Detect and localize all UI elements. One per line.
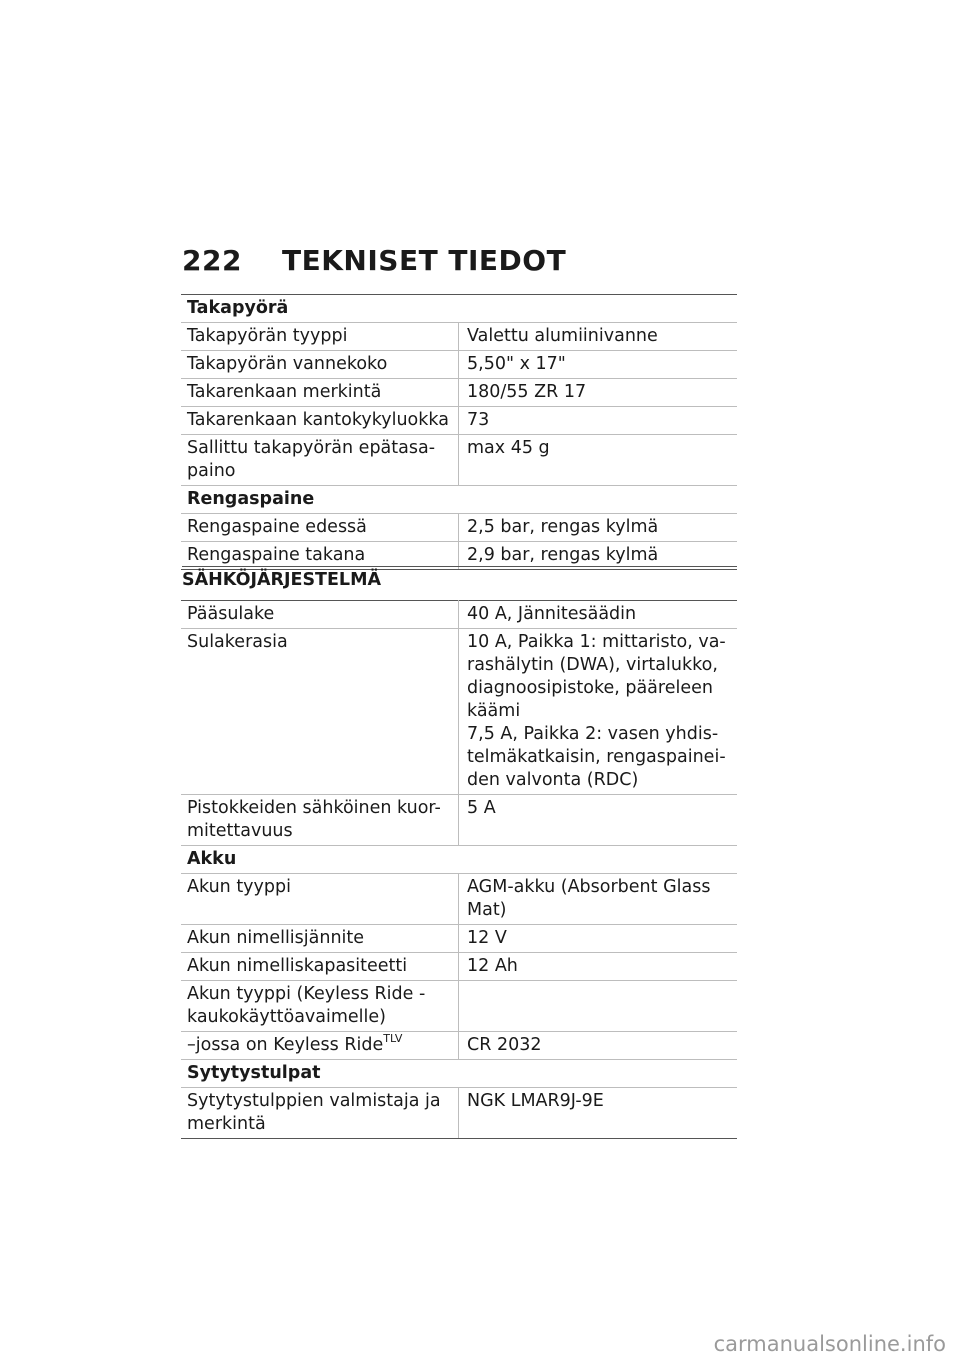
row-label: Takapyörän tyyppi [181, 323, 459, 351]
row-value: 40 A, Jännitesäädin [459, 601, 738, 629]
row-label: Takarenkaan merkintä [181, 379, 459, 407]
row-label: Sulakerasia [181, 629, 459, 795]
row-value: 12 V [459, 925, 738, 953]
section-title-electrical: SÄHKÖJÄRJESTELMÄ [182, 566, 737, 590]
fuse-slot-1: 10 A, Paikka 1: mittaristo, va-rashälytin (DWA), virtalukko, diagnoosipistoke, pääreleen käämi [467, 632, 726, 721]
section-battery: Akku [181, 846, 737, 874]
row-value [459, 981, 738, 1032]
row-value: AGM-akku (Absorbent Glass Mat) [459, 874, 738, 925]
row-label: Akun tyyppi [181, 874, 459, 925]
row-label: Akun tyyppi (Keyless Ride -kaukokäyttöavaimelle) [181, 981, 459, 1032]
electrical-table [181, 600, 737, 1139]
row-value: CR 2032 [459, 1032, 738, 1060]
row-label: Akun nimelliskapasiteetti [181, 953, 459, 981]
row-value: 2,5 bar, rengas kylmä [459, 514, 738, 542]
row-value: max 45 g [459, 435, 738, 486]
table-row [181, 351, 737, 379]
row-value: 180/55 ZR 17 [459, 379, 738, 407]
table-row [181, 601, 737, 629]
row-label: Sytytystulppien valmistaja ja merkintä [181, 1088, 459, 1139]
row-value [459, 629, 738, 795]
watermark: carmanualsonline.info [713, 1332, 946, 1356]
fuse-slot-2: 7,5 A, Paikka 2: vasen yhdis-telmäkatkaisin, rengaspainei-den valvonta (RDC) [467, 724, 726, 790]
table-row [181, 407, 737, 435]
page-number: 222 [182, 244, 242, 277]
row-label: Takarenkaan kantokykyluokka [181, 407, 459, 435]
row-label: Takapyörän vannekoko [181, 351, 459, 379]
table-row [181, 379, 737, 407]
table-row [181, 514, 737, 542]
row-value: NGK LMAR9J-9E [459, 1088, 738, 1139]
row-label: Pistokkeiden sähköinen kuor-mitettavuus [181, 795, 459, 846]
row-label: Rengaspaine takana [181, 542, 459, 570]
row-label: Pääsulake [181, 601, 459, 629]
table-row [181, 953, 737, 981]
table-row [181, 925, 737, 953]
section-tire-pressure: Rengaspaine [181, 486, 737, 514]
section-spark-plugs: Sytytystulpat [181, 1060, 737, 1088]
rear-wheel-table [181, 294, 737, 570]
row-label: Sallittu takapyörän epätasa-paino [181, 435, 459, 486]
table-row [181, 435, 737, 486]
table-row [181, 323, 737, 351]
table-row [181, 629, 737, 795]
row-label-text: –jossa on Keyless Ride [187, 1035, 384, 1055]
page-title: TEKNISET TIEDOT [282, 244, 567, 277]
row-value: 73 [459, 407, 738, 435]
row-label: Rengaspaine edessä [181, 514, 459, 542]
page-header [182, 244, 566, 277]
table-row [181, 1088, 737, 1139]
table-row [181, 1032, 737, 1060]
table-row [181, 795, 737, 846]
row-value: 5,50" x 17" [459, 351, 738, 379]
table-row [181, 981, 737, 1032]
superscript: TLV [383, 1032, 403, 1045]
row-value: 2,9 bar, rengas kylmä [459, 542, 738, 570]
row-value: 5 A [459, 795, 738, 846]
row-label: Akun nimellisjännite [181, 925, 459, 953]
row-value: 12 Ah [459, 953, 738, 981]
row-label [181, 1032, 459, 1060]
table-row [181, 874, 737, 925]
section-rear-wheel: Takapyörä [181, 295, 737, 323]
row-value: Valettu alumiinivanne [459, 323, 738, 351]
